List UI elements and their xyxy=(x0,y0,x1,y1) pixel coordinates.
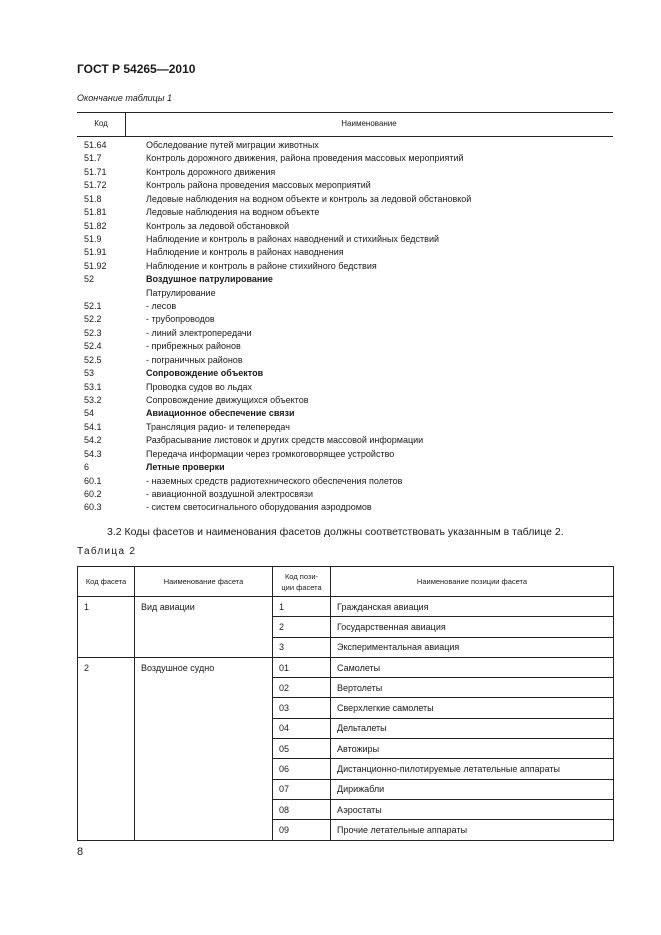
table2-row xyxy=(78,657,614,677)
table2-header-facet-code: Код фасета xyxy=(78,567,135,597)
table1-cell-code: 52 xyxy=(84,274,95,285)
table1-row xyxy=(84,381,613,394)
table2-header-row xyxy=(78,567,614,597)
table1-cell-name: Летные проверки xyxy=(146,462,225,473)
table1-caption: Окончание таблицы 1 xyxy=(77,93,172,103)
table1-row xyxy=(84,475,613,488)
table1-row xyxy=(84,327,613,340)
paragraph-3-2: 3.2 Коды фасетов и наименования фасетов должны соответствовать указанным в таблице 2. xyxy=(107,526,564,538)
table1-cell-name: Передача информации через громкоговорящее устройство xyxy=(146,448,395,459)
table1-cell-code: 51.9 xyxy=(84,233,102,244)
table1-cell-code: 60.1 xyxy=(84,475,102,486)
table1-row xyxy=(84,220,613,233)
table2-cell-position-name: Государственная авиация xyxy=(331,617,614,637)
table2-cell-position-code: 04 xyxy=(273,718,331,738)
table1-cell-name: - лесов xyxy=(146,301,177,312)
table2-cell-position-name: Вертолеты xyxy=(331,678,614,698)
table1-row xyxy=(84,152,613,165)
table1-cell-code: 51.82 xyxy=(84,220,107,231)
table1-cell-code: 52.2 xyxy=(84,314,102,325)
table1-cell-code: 53 xyxy=(84,368,95,379)
table2-row xyxy=(78,597,614,617)
table1-header-rule xyxy=(77,136,613,137)
table1-cell-name: Сопровождение объектов xyxy=(146,368,264,379)
table2-cell-position-name: Экспериментальная авиация xyxy=(331,637,614,657)
table1-cell-name: Контроль за ледовой обстановкой xyxy=(146,220,290,231)
table1-cell-code: 6 xyxy=(84,462,90,473)
table1-cell-name: Наблюдение и контроль в районах наводнений и стихийных бедствий xyxy=(146,233,439,244)
table1-cell-code: 54.2 xyxy=(84,435,102,446)
table1-cell-name: Контроль дорожного движения xyxy=(146,166,276,177)
table1-cell-name: Разбрасывание листовок и других средств массовой информации xyxy=(146,435,424,446)
table2-cell-position-code: 02 xyxy=(273,678,331,698)
table1-cell-name: - пограничных районов xyxy=(146,354,243,365)
table1-row xyxy=(84,233,613,246)
table2-cell-position-code: 1 xyxy=(273,597,331,617)
table2-header-position-name: Наименование позиции фасета xyxy=(331,567,614,597)
table2-cell-position-code: 07 xyxy=(273,779,331,799)
table1-row xyxy=(84,421,613,434)
table1-row xyxy=(84,313,613,326)
table1-cell-name: Трансляция радио- и телепередач xyxy=(146,421,290,432)
table1-cell-name: Наблюдение и контроль в районах наводнения xyxy=(146,247,344,258)
table1-row xyxy=(84,461,613,474)
table1-row xyxy=(84,448,613,461)
table1-cell-code: 54 xyxy=(84,408,95,419)
table1-cell-name: - систем светосигнального оборудования аэродромов xyxy=(146,502,372,513)
table1-cell-name: Контроль района проведения массовых мероприятий xyxy=(146,180,371,191)
table2-cell-position-name: Прочие летательные аппараты xyxy=(331,820,614,840)
table1-cell-name: - авиационной воздушной электросвязи xyxy=(146,488,313,499)
table1-row xyxy=(84,407,613,420)
table1-cell-name: Ледовые наблюдения на водном объекте xyxy=(146,207,320,218)
table1-cell-name: Сопровождение движущихся объектов xyxy=(146,395,309,406)
table1-cell-name: Патрулирование xyxy=(146,287,216,298)
table1-body xyxy=(84,139,613,515)
table1-row xyxy=(84,501,613,514)
table1-cell-code: 51.8 xyxy=(84,193,102,204)
table2-cell-position-code: 01 xyxy=(273,657,331,677)
table1-cell-name: Наблюдение и контроль в районе стихийного бедствия xyxy=(146,260,377,271)
table1-cell-code: 52.3 xyxy=(84,327,102,338)
table1-cell-code: 52.4 xyxy=(84,341,102,352)
table1-header-code: Код xyxy=(94,119,108,128)
table1-cell-code: 51.64 xyxy=(84,140,107,150)
table1-cell-code: 51.92 xyxy=(84,260,107,271)
table1-cell-name: - линий электропередачи xyxy=(146,327,252,338)
table1-row xyxy=(84,166,613,179)
document-header: ГОСТ Р 54265—2010 xyxy=(77,62,196,76)
table2-cell-position-code: 05 xyxy=(273,739,331,759)
table2-cell-position-code: 3 xyxy=(273,637,331,657)
table1-cell-code: 53.2 xyxy=(84,395,102,406)
table1-cell-code: 51.81 xyxy=(84,207,107,218)
table1-cell-code: 51.72 xyxy=(84,180,107,191)
table1-cell-code: 60.2 xyxy=(84,488,102,499)
table1-row xyxy=(84,287,613,300)
table1-cell-code: 54.3 xyxy=(84,448,102,459)
table2-cell-position-code: 09 xyxy=(273,820,331,840)
table1-row xyxy=(84,179,613,192)
table2 xyxy=(77,566,614,841)
table1-cell-code xyxy=(84,287,146,300)
table2-cell-facet-name: Воздушное судно xyxy=(135,657,273,840)
table1-cell-name: Контроль дорожного движения, района проведения массовых мероприятий xyxy=(146,153,464,164)
table2-header-facet-name: Наименование фасета xyxy=(135,567,273,597)
table1-cell-name: Обследование путей миграции животных xyxy=(146,140,319,150)
table2-cell-position-name: Сверхлегкие самолеты xyxy=(331,698,614,718)
table1-cell-name: - прибрежных районов xyxy=(146,341,241,352)
table1-row xyxy=(84,300,613,313)
table2-cell-position-name: Автожиры xyxy=(331,739,614,759)
table2-header-position-code-line1: Код пози- xyxy=(284,571,319,581)
table2-cell-position-name: Дистанционно-пилотируемые летательные аппараты xyxy=(331,759,614,779)
table2-cell-position-name: Дельталеты xyxy=(331,718,614,738)
page-number: 8 xyxy=(77,846,84,858)
table1-cell-code: 51.7 xyxy=(84,153,102,164)
table1-cell-name: Ледовые наблюдения на водном объекте и контроль за ледовой обстановкой xyxy=(146,193,472,204)
table2-cell-facet-code: 2 xyxy=(78,657,135,840)
table2-caption: Таблица 2 xyxy=(77,546,137,557)
table1-cell-name: Воздушное патрулирование xyxy=(146,274,273,285)
table1-cell-code: 53.1 xyxy=(84,381,102,392)
table1-row xyxy=(84,246,613,259)
table2-cell-position-code: 2 xyxy=(273,617,331,637)
table1-row xyxy=(84,193,613,206)
table1-row xyxy=(84,260,613,273)
table2-cell-position-name: Гражданская авиация xyxy=(331,597,614,617)
table1-cell-code: 51.71 xyxy=(84,166,107,177)
table1-cell-code: 54.1 xyxy=(84,421,102,432)
table1-cell-code: 52.1 xyxy=(84,301,102,312)
table1-cell-name: Проводка судов во льдах xyxy=(146,381,252,392)
table1-row xyxy=(84,488,613,501)
table2-cell-facet-name: Вид авиации xyxy=(135,597,273,658)
table2-cell-position-code: 06 xyxy=(273,759,331,779)
table1-cell-code: 52.5 xyxy=(84,354,102,365)
table2-cell-position-name: Дирижабли xyxy=(331,779,614,799)
table1-cell-code: 60.3 xyxy=(84,502,102,513)
table2-cell-position-name: Самолеты xyxy=(331,657,614,677)
table1-row xyxy=(84,394,613,407)
table2-body xyxy=(78,597,614,841)
table1-cell-name: - трубопроводов xyxy=(146,314,215,325)
table1-row xyxy=(84,354,613,367)
table1-row xyxy=(84,434,613,447)
table1-row xyxy=(84,139,613,152)
table1-row xyxy=(84,273,613,286)
table2-cell-position-name: Аэростаты xyxy=(331,799,614,819)
table1-row xyxy=(84,206,613,219)
table1-cell-code: 51.91 xyxy=(84,247,107,258)
table1-cell-name: Авиационное обеспечение связи xyxy=(146,408,295,419)
table1-row xyxy=(84,340,613,353)
table2-header-position-code-line2: ции фасета xyxy=(281,582,322,592)
table2-cell-facet-code: 1 xyxy=(78,597,135,658)
table1-cell-name: - наземных средств радиотехнического обеспечения полетов xyxy=(146,475,403,486)
table1-header-name: Наименование xyxy=(341,119,397,128)
table2-cell-position-code: 03 xyxy=(273,698,331,718)
table1-row xyxy=(84,367,613,380)
table2-cell-position-code: 08 xyxy=(273,799,331,819)
table2-header-position-code xyxy=(273,567,331,597)
